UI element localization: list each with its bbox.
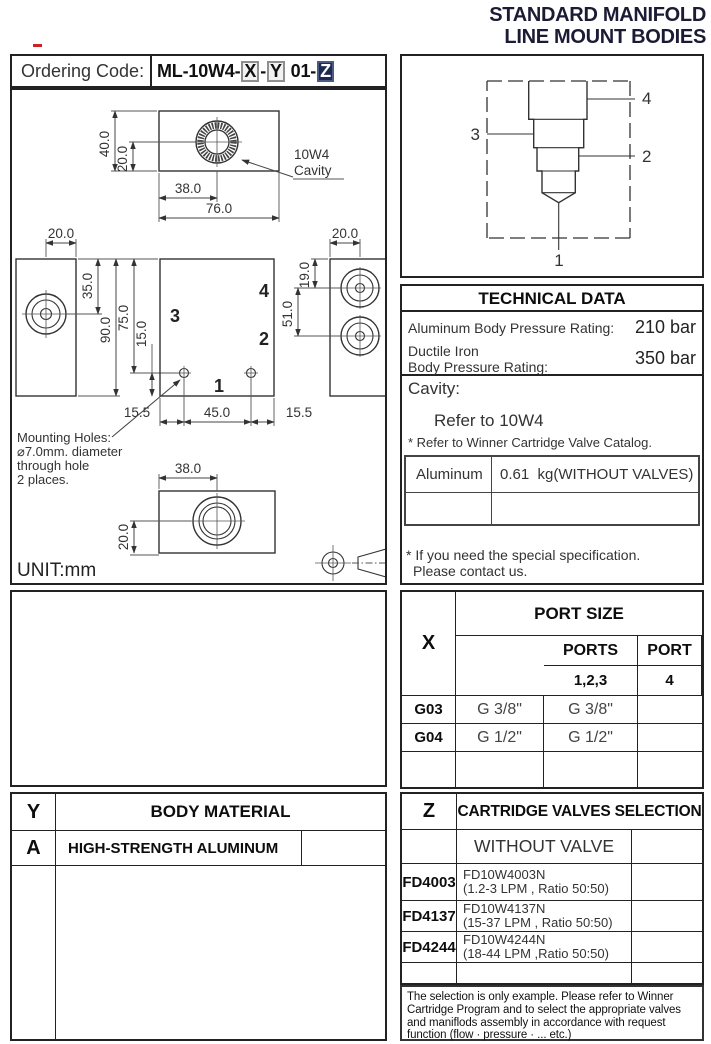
port-size-empty-column (456, 636, 544, 696)
selection-footnote (400, 985, 704, 1041)
code-z-placeholder: Z (317, 61, 334, 82)
bottom-view (116, 461, 275, 555)
aluminum-rating-value: 210 bar (634, 317, 696, 337)
without-valve-empty-cell (632, 830, 702, 864)
port-subheader: 4 (638, 666, 702, 696)
front-port2-label: 2 (258, 329, 270, 349)
red-registration-mark (33, 44, 42, 47)
cavity-callout (242, 147, 344, 179)
cartridge-row-code: FD4244 (402, 932, 457, 963)
front-port4-label: 4 (258, 281, 270, 301)
left-side-view (16, 226, 76, 396)
front-view (124, 259, 312, 426)
technical-data-section (400, 284, 704, 585)
special-note-line2: Please contact us. (413, 563, 528, 579)
port-row-code: G03 (402, 696, 456, 724)
dim-mount-from-top: 75.0 (116, 304, 131, 332)
without-valve-label: WITHOUT VALVE (457, 830, 632, 864)
dim-bottom-center: 20.0 (116, 523, 131, 551)
ductile-rating-label (408, 343, 548, 375)
mounting-note-line1: Mounting Holes: (17, 430, 111, 445)
aluminum-rating-label: Aluminum Body Pressure Rating: (408, 319, 615, 336)
page-title (489, 4, 706, 48)
cartridge-row-code: FD4137 (402, 901, 457, 932)
cartridge-z-header: Z (402, 794, 457, 830)
cartridge-row-code: FD4003 (402, 864, 457, 901)
page-title-line1: STANDARD MANIFOLD (489, 4, 706, 26)
cavity-value: Refer to 10W4 (434, 411, 544, 430)
ports-column-header: PORTS (544, 636, 638, 666)
dim-mount-from-bottom: 15.0 (134, 320, 149, 348)
body-material-empty-row-cell (56, 866, 385, 1039)
cartridge-row-empty (632, 864, 702, 901)
special-specification-note (406, 547, 702, 579)
ductile-rating-row (402, 343, 702, 376)
schematic-ports (471, 89, 652, 270)
aluminum-rating-row (402, 312, 702, 343)
dim-port3-y: 35.0 (80, 272, 95, 300)
code-y-placeholder: Y (267, 61, 285, 82)
special-note-line1: * If you need the special specification. (406, 547, 641, 563)
ordering-code-value (150, 56, 385, 86)
port-row-ports-value: G 1/2" (456, 724, 544, 752)
cartridge-row-model: FD10W4137N (463, 900, 546, 916)
mounting-note-line3: through hole (17, 458, 90, 473)
weight-empty-cell-left (406, 493, 492, 524)
weight-empty-cell-right (492, 493, 698, 524)
port-size-header: PORT SIZE (456, 592, 702, 636)
port-empty-row-cell (402, 752, 456, 787)
projection-symbol-icon (315, 545, 385, 581)
dimensional-drawing (12, 90, 385, 583)
ordering-code-box (10, 54, 387, 88)
cartridge-row-model: FD10W4244N (463, 931, 546, 947)
dim-mount-spacing: 45.0 (203, 405, 231, 420)
port-empty-row-cell (544, 752, 638, 787)
schematic-port1-label: 1 (554, 251, 564, 270)
ports-subheader: 1,2,3 (544, 666, 638, 696)
body-material-y-header: Y (12, 794, 56, 831)
cavity-profile (529, 81, 587, 250)
mounting-hole-right (244, 366, 258, 380)
code-dash: - (260, 60, 267, 81)
ordering-code-label: Ordering Code: (21, 60, 145, 81)
without-valve-code-cell (402, 830, 457, 864)
dim-top-height: 40.0 (97, 130, 112, 158)
cartridge-row-spec: (18-44 LPM ,Ratio 50:50) (463, 946, 609, 961)
port-column-header: PORT (638, 636, 702, 666)
port-size-x-header: X (402, 592, 456, 696)
cavity-label: Cavity: (408, 379, 460, 398)
dim-port2-spacing: 51.0 (280, 300, 295, 328)
cartridge-row-detail (457, 864, 632, 901)
port-size-table (400, 590, 704, 789)
cartridge-row-empty (632, 901, 702, 932)
cavity-schematic-box (400, 54, 704, 278)
body-material-table (10, 792, 387, 1041)
cartridge-empty-row-cell (402, 963, 457, 983)
cartridge-row-empty (632, 932, 702, 963)
empty-notes-box (10, 590, 387, 787)
body-material-header: BODY MATERIAL (56, 794, 385, 831)
dim-mount-left: 15.5 (123, 405, 151, 420)
port-row-empty (638, 724, 702, 752)
dim-bottom-cavity-x: 38.0 (174, 461, 202, 476)
cartridge-row-model: FD10W4003N (463, 866, 546, 882)
top-view (97, 111, 344, 222)
dim-top-center: 20.0 (115, 145, 130, 173)
mounting-hole-left (177, 366, 191, 380)
cavity-schematic (402, 56, 702, 276)
code-middle: 01- (290, 60, 317, 81)
schematic-port3-label: 3 (470, 125, 480, 144)
body-material-row-empty (302, 831, 385, 866)
front-port1-label: 1 (213, 376, 225, 396)
weight-material-cell: Aluminum (406, 457, 492, 493)
page-title-line2: LINE MOUNT BODIES (504, 26, 706, 48)
port-row-port-value: G 1/2" (544, 724, 638, 752)
dim-top-cavity-x: 38.0 (174, 181, 202, 196)
port-empty-row-cell (638, 752, 702, 787)
schematic-port2-label: 2 (642, 147, 652, 166)
dim-mount-right: 15.5 (285, 405, 313, 420)
body-material-row-value: HIGH-STRENGTH ALUMINUM (56, 831, 302, 866)
cavity-callout-line2: Cavity (294, 163, 332, 178)
weight-value-cell: 0.61 kg(WITHOUT VALVES) (492, 457, 698, 493)
cavity-section (402, 376, 702, 450)
cavity-callout-line1: 10W4 (294, 147, 330, 162)
port-row-port-value: G 3/8" (544, 696, 638, 724)
technical-data-header: TECHNICAL DATA (402, 286, 702, 312)
footnote-line3: and maniflods assembly in accordance with request (407, 1016, 666, 1029)
dim-side-center: 20.0 (47, 226, 75, 241)
code-prefix: ML-10W4- (157, 60, 241, 81)
ductile-label-line1: Ductile Iron (408, 342, 479, 359)
ductile-rating-value: 350 bar (634, 348, 696, 368)
cartridge-valves-table (400, 792, 704, 985)
footnote-line2: Cartridge Program and to select the appropriate valves (407, 1003, 681, 1016)
dim-port4-y: 19.0 (297, 261, 312, 289)
cartridge-row-detail (457, 932, 632, 963)
right-side-view (280, 226, 385, 396)
ductile-label-line2: Body Pressure Rating: (408, 358, 549, 375)
cartridge-header: CARTRIDGE VALVES SELECTION (457, 794, 702, 830)
weight-table (404, 455, 700, 526)
port-row-ports-value: G 3/8" (456, 696, 544, 724)
mounting-note-line4: 2 places. (17, 472, 70, 487)
dim-rside-center: 20.0 (331, 226, 359, 241)
cavity-note: * Refer to Winner Cartridge Valve Catalog. (408, 435, 652, 450)
port-row-empty (638, 696, 702, 724)
cartridge-row-spec: (1.2-3 LPM , Ratio 50:50) (463, 881, 609, 896)
body-material-row-code: A (12, 831, 56, 866)
dim-top-width: 76.0 (205, 201, 233, 216)
mounting-note-line2: ⌀7.0mm. diameter (17, 444, 123, 459)
unit-label: UNIT:mm (17, 560, 97, 581)
front-port3-label: 3 (169, 306, 181, 326)
cartridge-row-spec: (15-37 LPM , Ratio 50:50) (463, 915, 613, 930)
code-x-placeholder: X (241, 61, 259, 82)
body-material-empty-row-cell (12, 866, 56, 1039)
dim-body-height: 90.0 (98, 316, 113, 344)
cartridge-empty-row-cell (632, 963, 702, 983)
front-view-dimensions (66, 259, 179, 396)
cartridge-empty-row-cell (457, 963, 632, 983)
schematic-port4-label: 4 (642, 89, 652, 108)
cartridge-row-detail (457, 901, 632, 932)
footnote-line1: The selection is only example. Please refer to Winner (407, 991, 674, 1003)
footnote-line4: function (flow · pressure · ... etc.) (407, 1029, 572, 1042)
port-empty-row-cell (456, 752, 544, 787)
dimensional-drawing-box (10, 88, 387, 585)
port-row-code: G04 (402, 724, 456, 752)
